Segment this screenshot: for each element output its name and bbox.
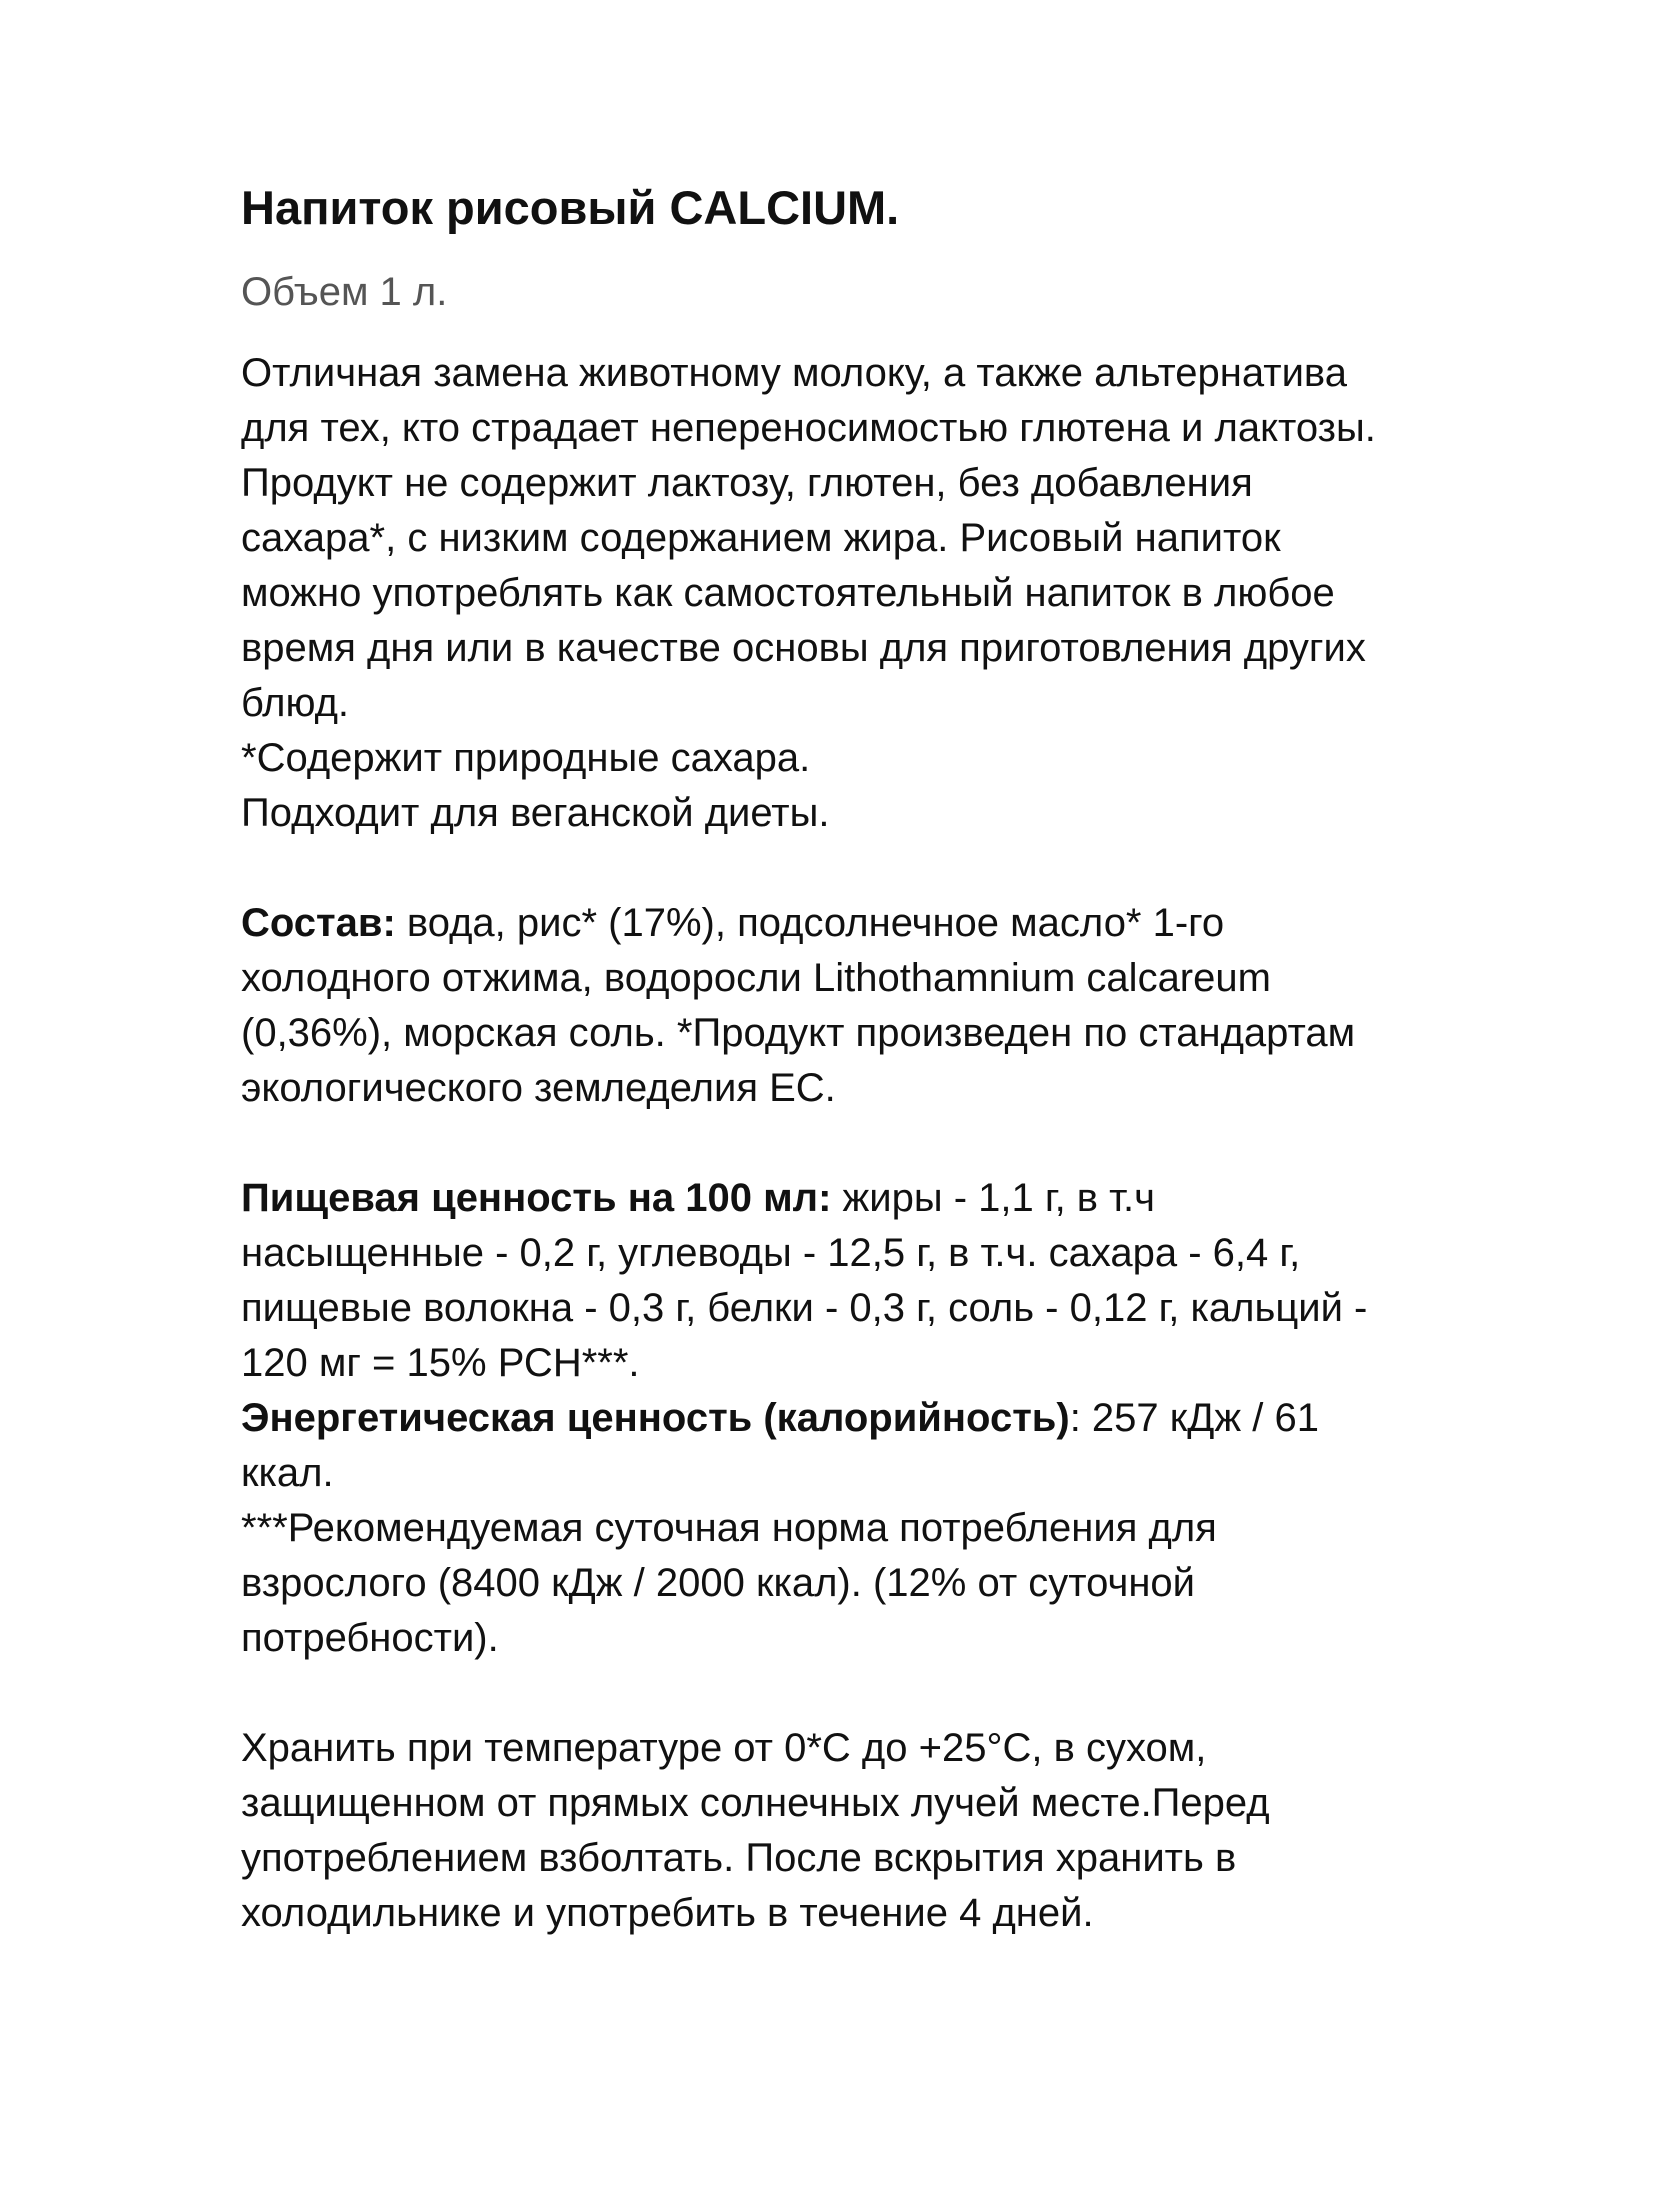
product-title: Напиток рисовый CALCIUM. [241,181,900,234]
energy-line: ккал. [241,1451,334,1496]
document-page [241,170,1571,1941]
description-line: Отличная замена животному молоку, а также альтернатива [241,351,1347,396]
description-line: время дня или в качестве основы для приготовления других [241,626,1366,671]
nutrition-line: 120 мг = 15% РСН***. [241,1341,640,1386]
vegan-note: Подходит для веганской диеты. [241,791,830,836]
daily-norm-line: ***Рекомендуемая суточная норма потребления для [241,1506,1217,1551]
storage-line: холодильнике и употребить в течение 4 дней. [241,1891,1094,1936]
daily-norm-line: потребности). [241,1616,499,1661]
nutrition-label: Пищевая ценность на 100 мл: [241,1176,832,1221]
description-line: для тех, кто страдает непереносимостью глютена и лактозы. [241,406,1376,451]
nutrition-first-line [241,1171,1571,1226]
nutrition-line: насыщенные - 0,2 г, углеводы - 12,5 г, в т.ч. сахара - 6,4 г, [241,1231,1301,1276]
composition-label: Состав: [241,901,396,946]
product-volume: Объем 1 л. [241,270,448,315]
daily-norm-line: взрослого (8400 кДж / 2000 ккал). (12% от суточной [241,1561,1196,1606]
description-line: блюд. [241,681,350,726]
composition-line: холодного отжима, водоросли Lithothamnium calcareum [241,956,1271,1001]
composition-line: (0,36%), морская соль. *Продукт произведен по стандартам [241,1011,1356,1056]
natural-sugar-note: *Содержит природные сахара. [241,736,811,781]
composition-first-line [241,896,1571,951]
description-paragraph [241,346,1571,841]
description-line: Продукт не содержит лактозу, глютен, без добавления [241,461,1253,506]
energy-first-line [241,1391,1571,1446]
storage-line: защищенном от прямых солнечных лучей месте.Перед [241,1781,1270,1826]
energy-label: Энергетическая ценность (калорийность) [241,1396,1070,1441]
composition-paragraph [241,896,1571,1116]
composition-text: вода, рис* (17%), подсолнечное масло* 1-го [395,901,1225,946]
storage-line: Хранить при температуре от 0*С до +25°С, в сухом, [241,1726,1207,1771]
nutrition-paragraph [241,1171,1571,1666]
description-line: сахара*, с низким содержанием жира. Рисовый напиток [241,516,1281,561]
composition-line: экологического земледелия ЕС. [241,1066,836,1111]
description-line: можно употреблять как самостоятельный напиток в любое [241,571,1335,616]
nutrition-line: пищевые волокна - 0,3 г, белки - 0,3 г, соль - 0,12 г, кальций - [241,1286,1368,1331]
storage-line: употреблением взболтать. После вскрытия хранить в [241,1836,1237,1881]
storage-paragraph [241,1721,1571,1941]
nutrition-text: жиры - 1,1 г, в т.ч [831,1176,1156,1221]
energy-text: : 257 кДж / 61 [1069,1396,1319,1441]
